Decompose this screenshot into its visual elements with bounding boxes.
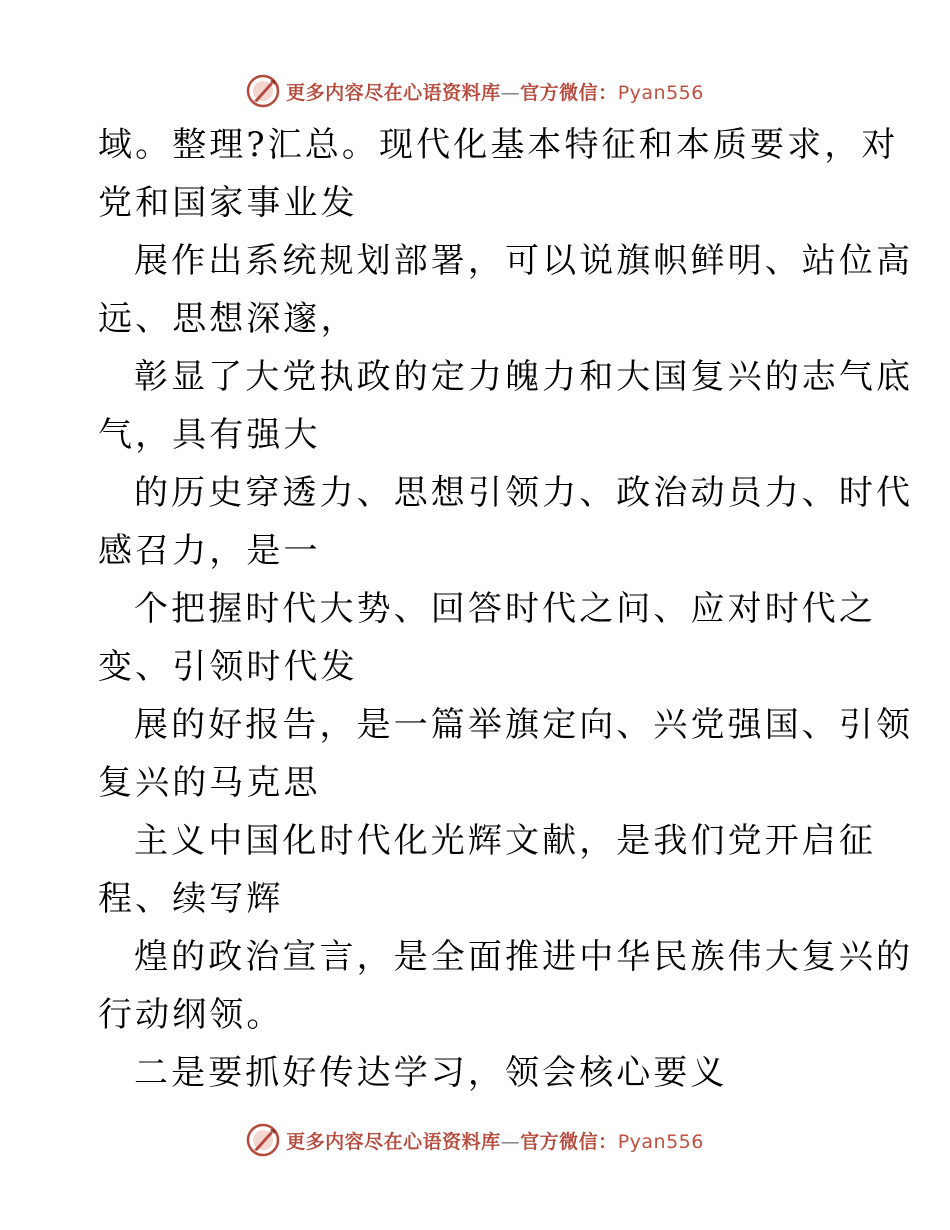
text-line: 程、续写辉 [98, 879, 284, 919]
watermark-wechat-id: Pyan556 [617, 81, 704, 104]
text-line: 彰显了大党执政的定力魄力和大国复兴的志气底 [134, 357, 914, 397]
text-line: 复兴的马克思 [98, 763, 321, 803]
text-line: 二是要抓好传达学习，领会核心要义 [134, 1053, 728, 1093]
document-body [98, 116, 914, 1102]
watermark-separator: — [500, 81, 521, 104]
watermark-main-text: 更多内容尽在心语资料库 [286, 81, 501, 104]
text-line: 展作出系统规划部署，可以说旗帜鲜明、站位高 [134, 241, 914, 281]
text-line: 气，具有强大 [98, 415, 321, 455]
text-line: 个把握时代大势、回答时代之问、应对时代之 [134, 589, 876, 629]
text-line: 展的好报告，是一篇举旗定向、兴党强国、引领 [134, 705, 914, 745]
quill-logo-icon [246, 74, 280, 108]
header-watermark [0, 71, 950, 111]
text-line: 变、引领时代发 [98, 647, 358, 687]
watermark-separator: — [500, 1130, 521, 1153]
watermark-official-label: 官方微信： [520, 1130, 618, 1153]
watermark-wechat-id: Pyan556 [617, 1130, 704, 1153]
watermark-text [286, 78, 704, 105]
text-line: 煌的政治宣言，是全面推进中华民族伟大复兴的 [134, 937, 914, 977]
watermark-main-text: 更多内容尽在心语资料库 [286, 1130, 501, 1153]
text-line: 域。整理?汇总。现代化基本特征和本质要求，对 [98, 125, 899, 165]
text-line: 的历史穿透力、思想引领力、政治动员力、时代 [134, 473, 914, 513]
text-line: 远、思想深邃， [98, 299, 358, 339]
watermark-official-label: 官方微信： [520, 81, 618, 104]
text-line: 行动纲领。 [98, 995, 284, 1035]
text-line: 感召力，是一 [98, 531, 321, 571]
watermark-text [286, 1127, 704, 1154]
text-line: 主义中国化时代化光辉文献，是我们党开启征 [134, 821, 876, 861]
text-line: 党和国家事业发 [98, 183, 358, 223]
footer-watermark [0, 1120, 950, 1160]
quill-logo-icon [246, 1123, 280, 1157]
